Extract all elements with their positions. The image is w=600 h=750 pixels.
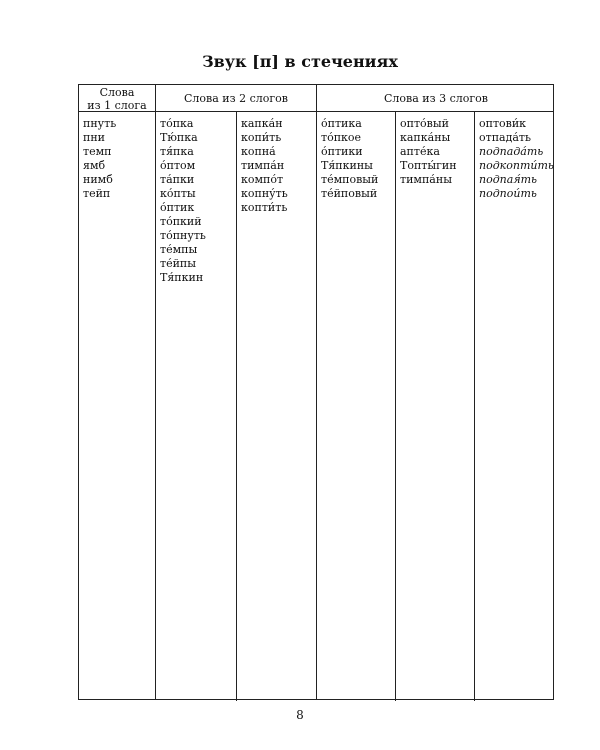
word-item: о́птик — [160, 201, 195, 214]
word-item: тейп — [83, 187, 111, 200]
word-column-3 — [241, 117, 288, 215]
header-three-syllables: Слова из 3 слогов — [384, 92, 488, 105]
word-item: Тя́пкины — [321, 159, 373, 172]
word-item: те́мповый — [321, 173, 379, 186]
word-item: нимб — [83, 173, 113, 186]
column-divider — [155, 85, 156, 699]
column-divider — [236, 111, 237, 701]
column-divider — [474, 111, 475, 701]
word-item: компо́т — [241, 173, 284, 186]
header-two-syllables: Слова из 2 слогов — [184, 92, 288, 105]
word-item: копна́ — [241, 145, 276, 158]
word-item: те́мпы — [160, 243, 198, 256]
word-item: отпада́ть — [479, 131, 532, 144]
page-title: Звук [п] в стечениях — [202, 52, 398, 71]
word-item: ямб — [83, 159, 106, 172]
word-item: апте́ка — [400, 145, 440, 158]
word-item: те́йпы — [160, 257, 197, 270]
word-column-5 — [400, 117, 457, 187]
word-item: копи́ть — [241, 131, 282, 144]
word-item: пнуть — [83, 117, 117, 130]
word-item: Топты́гин — [400, 159, 457, 172]
word-item: ко́пты — [160, 187, 196, 200]
header-one-syllable — [79, 86, 155, 112]
word-item: то́пка — [160, 117, 194, 130]
word-item: Тя́пкин — [160, 271, 204, 284]
word-item: капка́н — [241, 117, 283, 130]
word-item: то́пнуть — [160, 229, 206, 242]
word-item: оптови́к — [479, 117, 527, 130]
word-item: копну́ть — [241, 187, 288, 200]
word-item: подкопти́ть — [479, 159, 554, 172]
word-item: копти́ть — [241, 201, 288, 214]
word-column-2 — [160, 117, 206, 285]
word-column-4 — [321, 117, 378, 201]
word-item: то́пкий — [160, 215, 202, 228]
header-one-syllable-line1: Слова — [99, 86, 135, 99]
word-column-6 — [479, 117, 554, 201]
word-item: тимпа́н — [241, 159, 285, 172]
word-item: темп — [83, 145, 112, 158]
word-item: подпои́ть — [479, 187, 537, 200]
header-one-syllable-line2: из 1 слога — [87, 99, 147, 112]
word-item: тимпа́ны — [400, 173, 452, 186]
word-item: опто́вый — [400, 117, 449, 130]
word-table — [78, 84, 554, 700]
page-number: 8 — [296, 708, 304, 722]
word-item: о́птики — [321, 145, 363, 158]
column-divider — [395, 111, 396, 701]
word-item: подпада́ть — [479, 145, 544, 158]
word-item: Тю́пка — [160, 131, 198, 144]
word-item: то́пкое — [321, 131, 362, 144]
word-item: капка́ны — [400, 131, 451, 144]
word-item: пни — [83, 131, 105, 144]
word-item: тя́пка — [160, 145, 194, 158]
word-column-1 — [83, 117, 116, 201]
word-item: о́птика — [321, 117, 362, 130]
word-item: те́йповый — [321, 187, 378, 200]
word-item: подпая́ть — [479, 173, 538, 186]
word-item: та́пки — [160, 173, 195, 186]
word-item: о́птом — [160, 159, 196, 172]
column-divider — [316, 85, 317, 699]
